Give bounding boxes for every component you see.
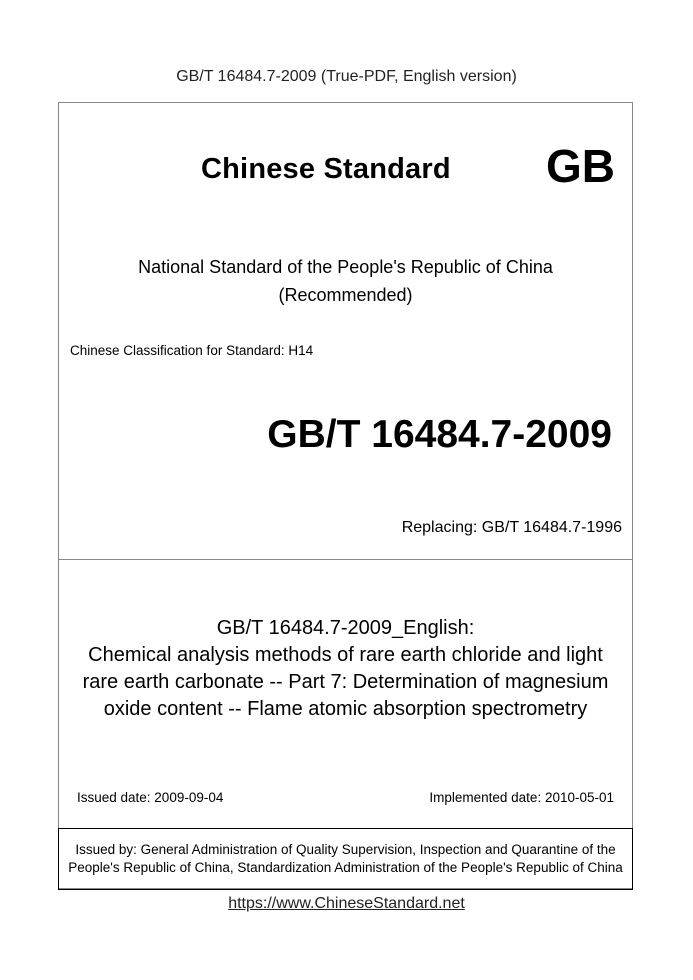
document-title — [59, 615, 632, 723]
cover-title-section — [59, 560, 632, 830]
recommended-label: (Recommended) — [278, 285, 413, 305]
chinese-standard-heading: Chinese Standard — [201, 153, 451, 185]
issuer-text: Issued by: General Administration of Quality Supervision, Inspection and Quarantine of the People's Republic of China, Standardization Administration of the People's Republic of China — [68, 842, 623, 875]
website-link[interactable]: https://www.ChineseStandard.net — [228, 895, 465, 912]
document-title-line: GB/T 16484.7-2009_English: — [216, 617, 475, 639]
cover-top-section — [59, 103, 632, 560]
page-header: GB/T 16484.7-2009 (True-PDF, English version) — [176, 68, 517, 85]
issued-date: Issued date: 2009-09-04 — [77, 790, 224, 805]
document-title-line: Chemical analysis methods of rare earth chloride and light — [88, 644, 603, 666]
classification-label: Chinese Classification for Standard: H14 — [70, 343, 314, 358]
standard-number: GB/T 16484.7-2009 — [267, 413, 612, 456]
cover-frame — [58, 102, 633, 889]
replacing-label: Replacing: GB/T 16484.7-1996 — [401, 519, 622, 536]
gb-logo: GB — [546, 140, 615, 192]
document-title-line: oxide content -- Flame atomic absorption spectrometry — [103, 698, 588, 720]
national-standard-title — [59, 253, 632, 309]
issuer-box — [58, 828, 633, 890]
document-title-line: rare earth carbonate -- Part 7: Determination of magnesium — [82, 671, 609, 693]
national-title-line: National Standard of the People's Republic of China — [138, 257, 553, 277]
implemented-date: Implemented date: 2010-05-01 — [429, 790, 614, 805]
